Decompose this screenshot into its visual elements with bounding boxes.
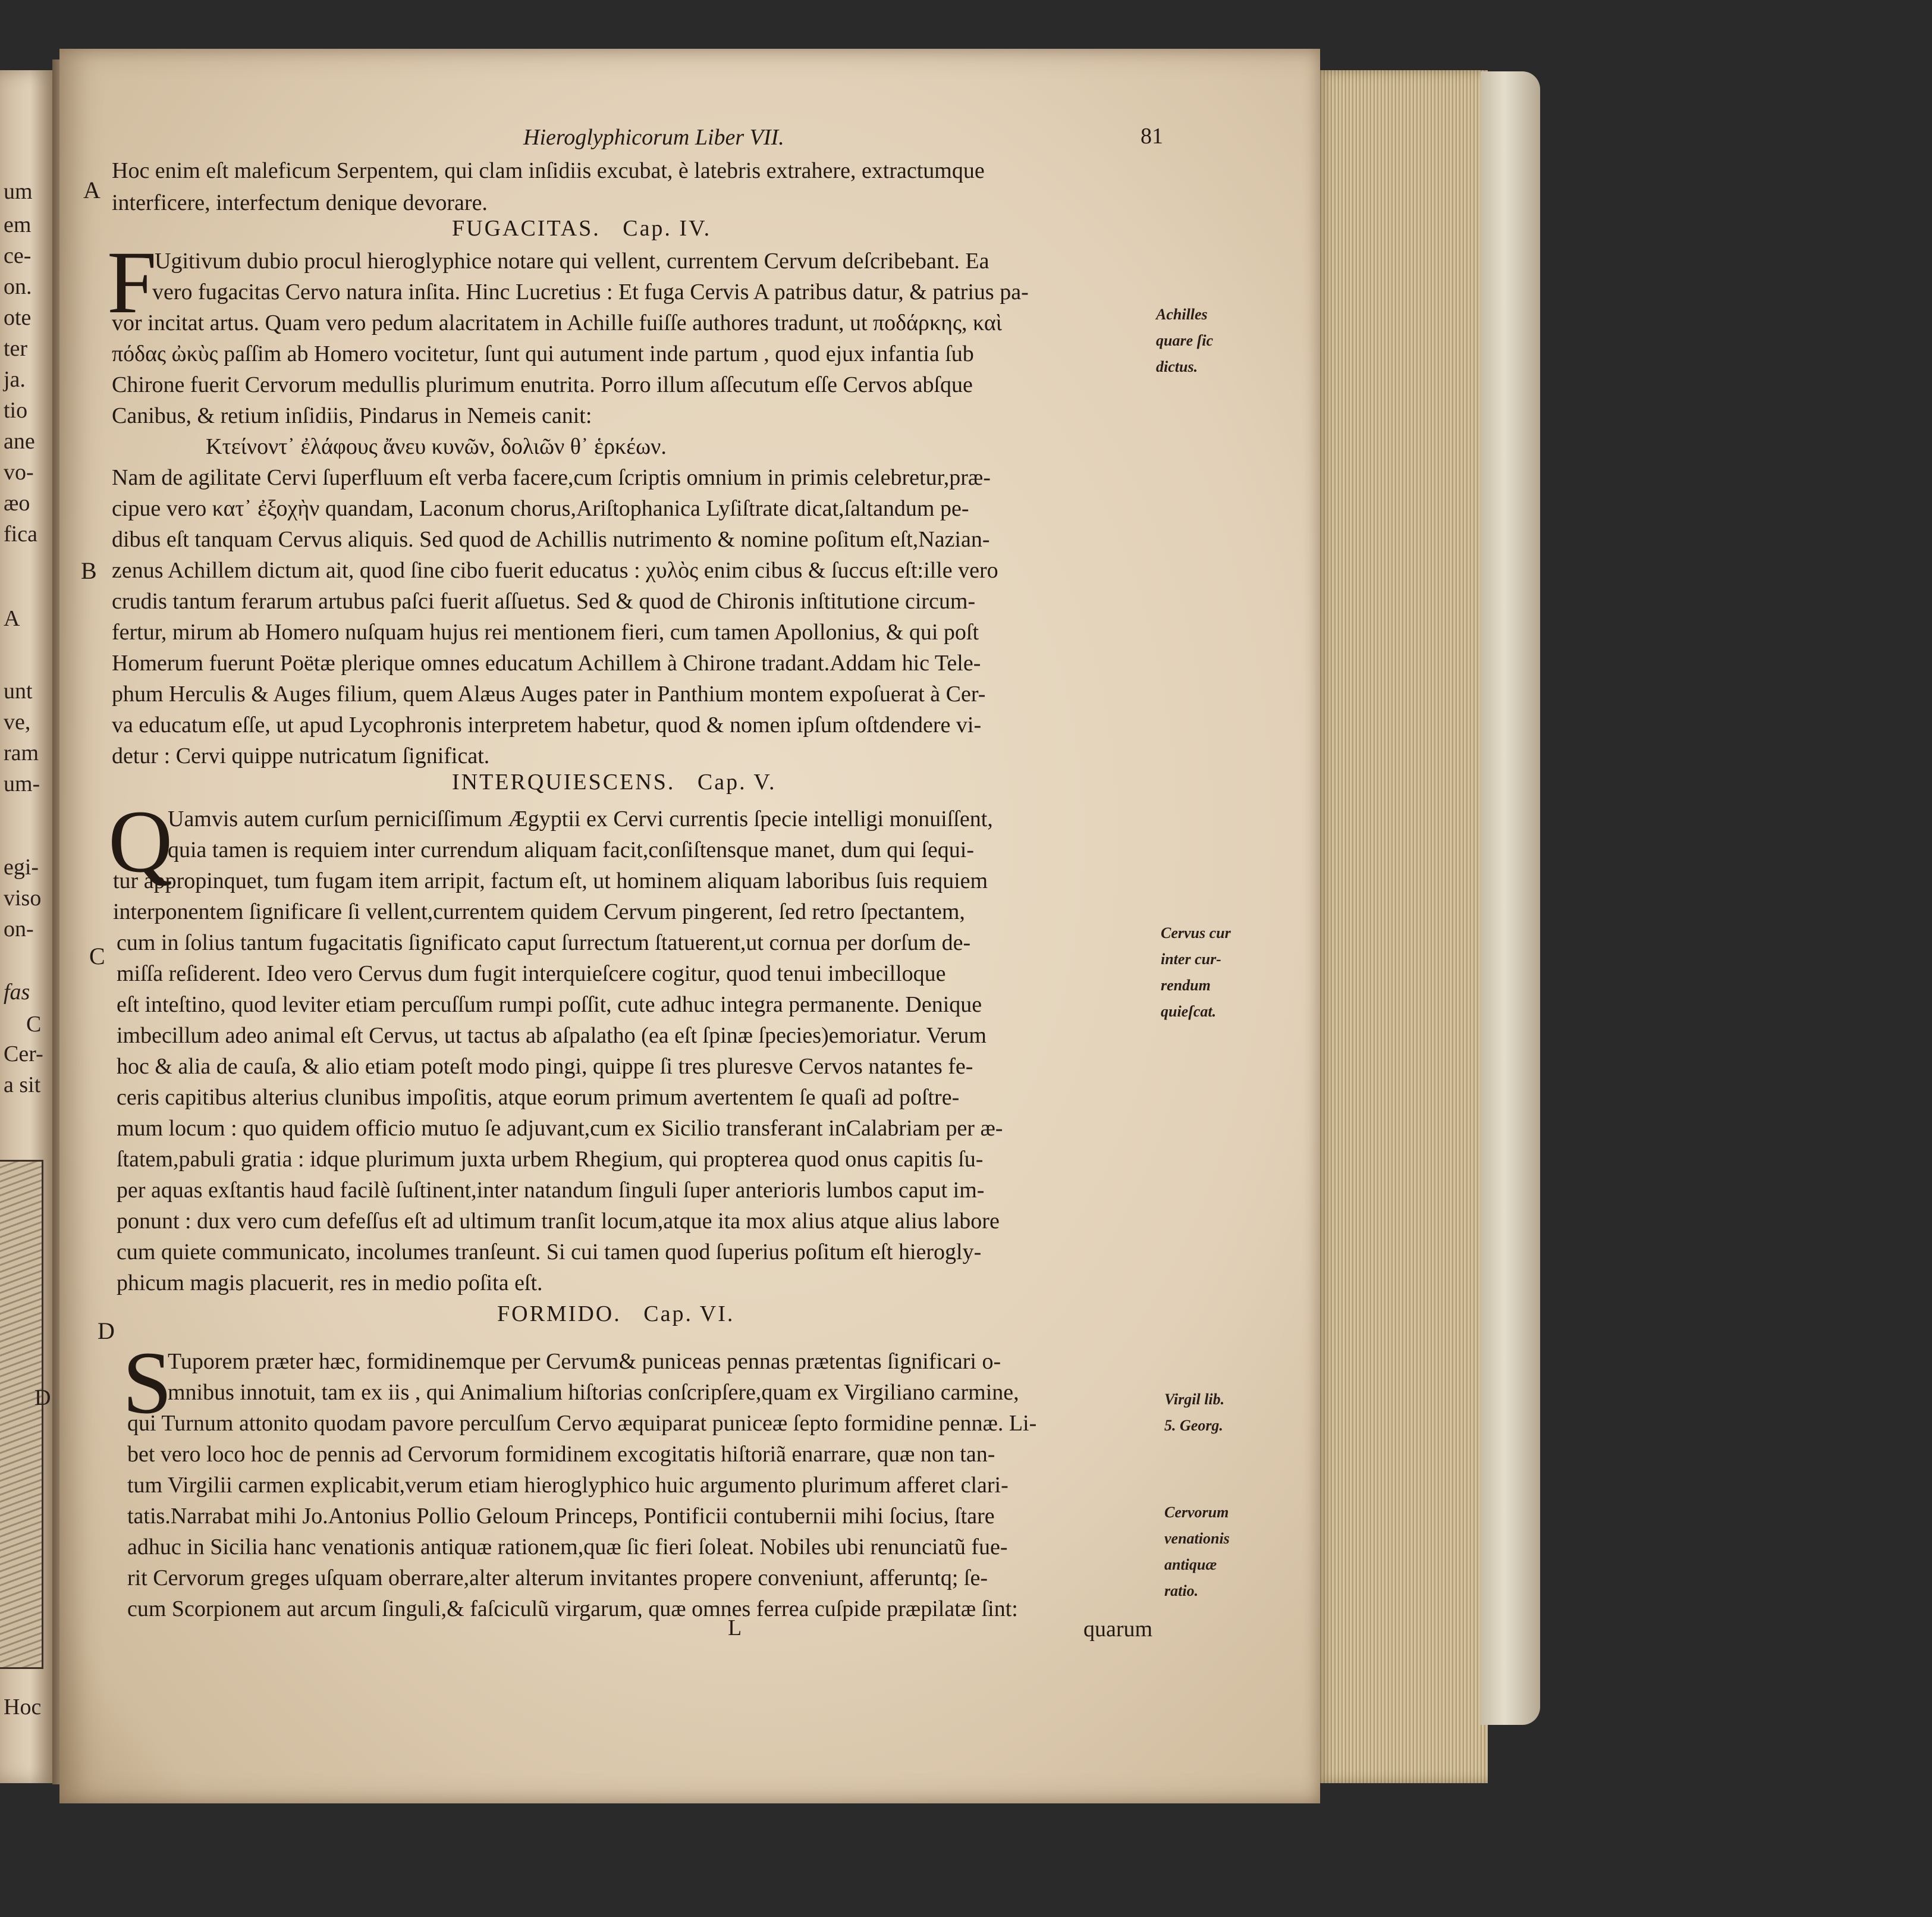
running-title: Hieroglyphicorum Liber VII. xyxy=(523,125,784,150)
text-line: cum Scorpionem aut arcum ſinguli,& faſciculũ virgarum, quæ omnes ferrea cuſpide præpilatæ ſint: xyxy=(127,1596,1018,1621)
text-line: rit Cervorum greges uſquam oberrare,alter alterum invitantes propere conveniunt, afferuntq; ſe- xyxy=(127,1565,988,1590)
text-line: phicum magis placuerit, res in medio poſita eſt. xyxy=(117,1270,543,1295)
text-line: cum in ſolius tantum fugacitatis ſignificato caput ſurrectum ſtatuerent,ut cornua per dorſum de- xyxy=(117,930,971,955)
left-page-text-fragment: unt xyxy=(4,679,33,704)
side-note-line: Virgil lib. xyxy=(1164,1391,1225,1408)
text-line: crudis tantum ferarum artubus paſci fuerit aſſuetus. Sed & quod de Chironis inſtitutione circum- xyxy=(112,589,976,614)
text-line: ſtatem,pabuli gratia : idque plurimum juxta urbem Rhegium, qui propterea quod onus capitis ſu- xyxy=(117,1147,984,1172)
text-line: interponentem ſignificare ſi vellent,currentem quidem Cervum pingerent, ſed retro ſpectantem, xyxy=(113,899,965,924)
side-note-line: venationis xyxy=(1164,1530,1230,1547)
text-line: zenus Achillem dictum ait, quod ſine cibo fuerit educatus : χυλὸς enim cibus & ſuccus eſt:ille vero xyxy=(112,558,998,583)
text-line: detur : Cervi quippe nutricatum ſignificat. xyxy=(112,743,490,768)
chapter-title: INTERQUIESCENS. xyxy=(452,770,676,795)
left-page-text-fragment: a sit xyxy=(4,1072,41,1097)
chapter-number: Cap. V. xyxy=(697,770,777,795)
left-page-text-fragment: vo- xyxy=(4,460,34,485)
margin-letter-c: C xyxy=(89,943,105,970)
text-line: fertur, mirum ab Homero nuſquam hujus rei mentionem fieri, cum tamen Apollonius, & qui poſt xyxy=(112,620,979,645)
text-line: Homerum fuerunt Poëtæ plerique omnes educatum Achillem à Chirone tradant.Addam hic Tele- xyxy=(112,651,981,676)
text-line: πόδας ὠκὺς paſſim ab Homero vocitetur, ſunt qui autument inde partum , quod ejux infantia ſub xyxy=(112,341,974,366)
left-page-text-fragment: ane xyxy=(4,429,35,454)
left-page-text-fragment: em xyxy=(4,212,32,237)
drop-cap: F xyxy=(107,233,157,332)
chapter-heading xyxy=(452,217,711,240)
left-page-text-fragment: viso xyxy=(4,886,42,911)
left-page-text-fragment: ote xyxy=(4,305,32,330)
left-page-text-fragment: ram xyxy=(4,741,39,765)
margin-letter-b: B xyxy=(81,557,97,584)
page-block-edges xyxy=(1315,70,1488,1783)
left-page-text-fragment: um xyxy=(4,179,33,204)
text-line: Nam de agilitate Cervi ſuperfluum eſt verba facere,cum ſcriptis omnium in primis celebretur,præ- xyxy=(112,465,991,490)
text-line: dibus eſt tanquam Cervus aliquis. Sed quod de Achillis nutrimento & nomine poſitum eſt,Nazian- xyxy=(112,527,990,552)
text-line: tum Virgilii carmen explicabit,verum etiam hieroglyphico huic argumento plurimum afferet clari- xyxy=(127,1473,1009,1498)
text-line: quia tamen is requiem inter currendum aliquam facit,conſiſtensque manet, dum qui ſequi- xyxy=(168,837,974,862)
left-page-text-fragment: ce- xyxy=(4,243,32,268)
left-page-text-fragment: um- xyxy=(4,771,40,796)
side-note-line: Achilles xyxy=(1156,306,1208,323)
drop-cap: S xyxy=(122,1334,172,1432)
text-line: Tuporem præter hæc, formidinemque per Cervum& puniceas pennas prætentas ſignificari o- xyxy=(168,1349,1001,1374)
text-line: mnibus innotuit, tam ex iis , qui Animalium hiſtorias conſcripſere,quam ex Virgiliano carmine, xyxy=(168,1380,1019,1405)
text-line: tatis.Narrabat mihi Jo.Antonius Pollio Geloum Princeps, Pontificii contubernii mihi ſocius, ſtare xyxy=(127,1504,995,1529)
chapter-number: Cap. IV. xyxy=(623,216,712,241)
text-line: interficere, interfectum denique devorare. xyxy=(112,190,488,215)
text-line: Canibus, & retium inſidiis, Pindarus in Nemeis canit: xyxy=(112,403,592,428)
text-line: vero fugacitas Cervo natura inſita. Hinc Lucretius : Et fuga Cervis A patribus datur, & patrius pa- xyxy=(152,280,1029,305)
left-page-text-fragment: fica xyxy=(4,522,37,547)
page-number: 81 xyxy=(1141,124,1163,149)
left-page-catchword: Hoc xyxy=(4,1695,42,1720)
text-line: qui Turnum attonito quodam pavore perculſum Cervo æquiparat puniceæ ſepto formidine pennæ. Li- xyxy=(127,1411,1037,1436)
margin-letter-d: D xyxy=(98,1317,115,1344)
side-note-line: inter cur- xyxy=(1161,950,1221,968)
left-margin-letter: C xyxy=(26,1012,42,1037)
left-page-text-fragment: on- xyxy=(4,917,34,942)
left-page-text-fragment: æo xyxy=(4,491,30,516)
left-page-text-fragment: Cer- xyxy=(4,1041,43,1066)
left-page-text-fragment: ve, xyxy=(4,710,31,735)
text-line: cum quiete communicato, incolumes tranſeunt. Si cui tamen quod ſuperius poſitum eſt hierogly- xyxy=(117,1240,982,1265)
left-page-text-fragment: egi- xyxy=(4,855,39,880)
side-note-line: 5. Georg. xyxy=(1164,1417,1223,1434)
side-note-line: Cervus cur xyxy=(1161,924,1231,942)
text-line: Ugitivum dubio procul hieroglyphice notare qui vellent, currentem Cervum deſcribebant. Ea xyxy=(155,249,989,274)
previous-page-edge xyxy=(0,70,55,1783)
side-note-line: Cervorum xyxy=(1164,1504,1229,1521)
greek-quotation: Κτείνοντ᾽ ἐλάφους ἄνευ κυνῶν, δολιῶν θ᾽ ἑρκέων. xyxy=(206,434,667,459)
text-line: Hoc enim eſt maleficum Serpentem, qui clam inſidiis excubat, è latebris extrahere, extractumque xyxy=(112,158,985,183)
text-line: ceris capitibus alterius clunibus impoſitis, atque eorum primum avertentem ſe quaſi ad poſtre- xyxy=(117,1085,960,1110)
chapter-heading xyxy=(452,771,776,793)
text-line: phum Herculis & Auges filium, quem Alæus Auges pater in Panthium montem expoſuerat à Cer- xyxy=(112,682,986,707)
text-line: per aquas exſtantis haud facilè ſuſtinent,inter natandum ſinguli ſuper anterioris lumbos caput im- xyxy=(117,1178,985,1203)
side-note-line: rendum xyxy=(1161,977,1211,994)
text-line: Uamvis autem curſum perniciſſimum Ægyptii ex Cervi currentis ſpecie intelligi monuiſſent, xyxy=(168,807,993,832)
left-page-text-fragment: ja. xyxy=(4,367,26,392)
margin-letter-a: A xyxy=(83,177,100,203)
left-page-text-fragment: ter xyxy=(4,336,28,361)
chapter-title: FORMIDO. xyxy=(497,1301,621,1326)
left-page-text-fragment: tio xyxy=(4,398,28,423)
drop-cap: Q xyxy=(108,792,173,891)
left-page-text-fragment: fas xyxy=(4,980,30,1005)
side-note-line: dictus. xyxy=(1156,358,1198,375)
text-line: miſſa reſiderent. Ideo vero Cervus dum fugit interquieſcere cogitur, quod tenui imbecilloque xyxy=(117,961,946,986)
text-line: ponunt : dux vero cum defeſſus eſt ad ultimum tranſit locum,atque ita mox alius atque alius labore xyxy=(117,1209,1000,1234)
text-line: va educatum eſſe, ut apud Lycophronis interpretem habetur, quod & nomen ipſum oſtdendere vi- xyxy=(112,713,982,738)
chapter-title: FUGACITAS. xyxy=(452,216,601,241)
side-note-line: quieſcat. xyxy=(1161,1003,1217,1020)
text-line: cipue vero κατ᾽ ἐξοχὴν quandam, Laconum chorus,Ariſtophanica Lyſiſtrate dicat,ſaltandum pe- xyxy=(112,496,969,521)
text-line: tur appropinquet, tum fugam item arripit, factum eſt, ut hominem aliquam laboribus ſuis requiem xyxy=(113,868,988,893)
side-note-line: ratio. xyxy=(1164,1582,1199,1599)
left-margin-letter: A xyxy=(4,606,20,631)
side-note-line: quare ſic xyxy=(1156,332,1214,349)
text-line: mum locum : quo quidem officio mutuo ſe adjuvant,cum ex Sicilio transferant inCalabriam per æ- xyxy=(117,1116,1003,1141)
side-note-line: antiquæ xyxy=(1164,1556,1217,1573)
signature-mark: L xyxy=(728,1615,742,1640)
left-page-text-fragment: on. xyxy=(4,274,32,299)
chapter-heading xyxy=(497,1303,734,1325)
chapter-number: Cap. VI. xyxy=(643,1301,735,1326)
text-line: Chirone fuerit Cervorum medullis plurimum enutrita. Porro illum aſſecutum eſſe Cervos abſque xyxy=(112,372,973,397)
woodcut-illustration-fragment xyxy=(0,1160,43,1669)
catchword: quarum xyxy=(1083,1617,1153,1642)
text-line: adhuc in Sicilia hanc venationis antiquæ rationem,quæ ſic fieri ſoleat. Nobiles ubi renunciatũ fue- xyxy=(127,1535,1008,1560)
text-line: eſt inteſtino, quod leviter etiam percuſſum rumpi poſſit, cute adhuc integra permanente. Denique xyxy=(117,992,982,1017)
text-line: vor incitat artus. Quam vero pedum alacritatem in Achille fuiſſe authores tradunt, ut ποδάρκης, καὶ xyxy=(112,310,1002,335)
left-margin-letter: D xyxy=(34,1385,51,1410)
vellum-cover xyxy=(1481,71,1540,1725)
text-line: imbecillum adeo animal eſt Cervus, ut tactus ab aſpalatho (ea eſt ſpinæ ſpecies)emoriatur. Verum xyxy=(117,1023,987,1048)
text-line: hoc & alia de cauſa, & alio etiam poteſt modo pingi, quippe ſi tres pluresve Cervos natantes fe- xyxy=(117,1054,973,1079)
text-line: bet vero loco hoc de pennis ad Cervorum formidinem excogitatis hiſtoriã enarrare, quæ non tan- xyxy=(127,1442,995,1467)
